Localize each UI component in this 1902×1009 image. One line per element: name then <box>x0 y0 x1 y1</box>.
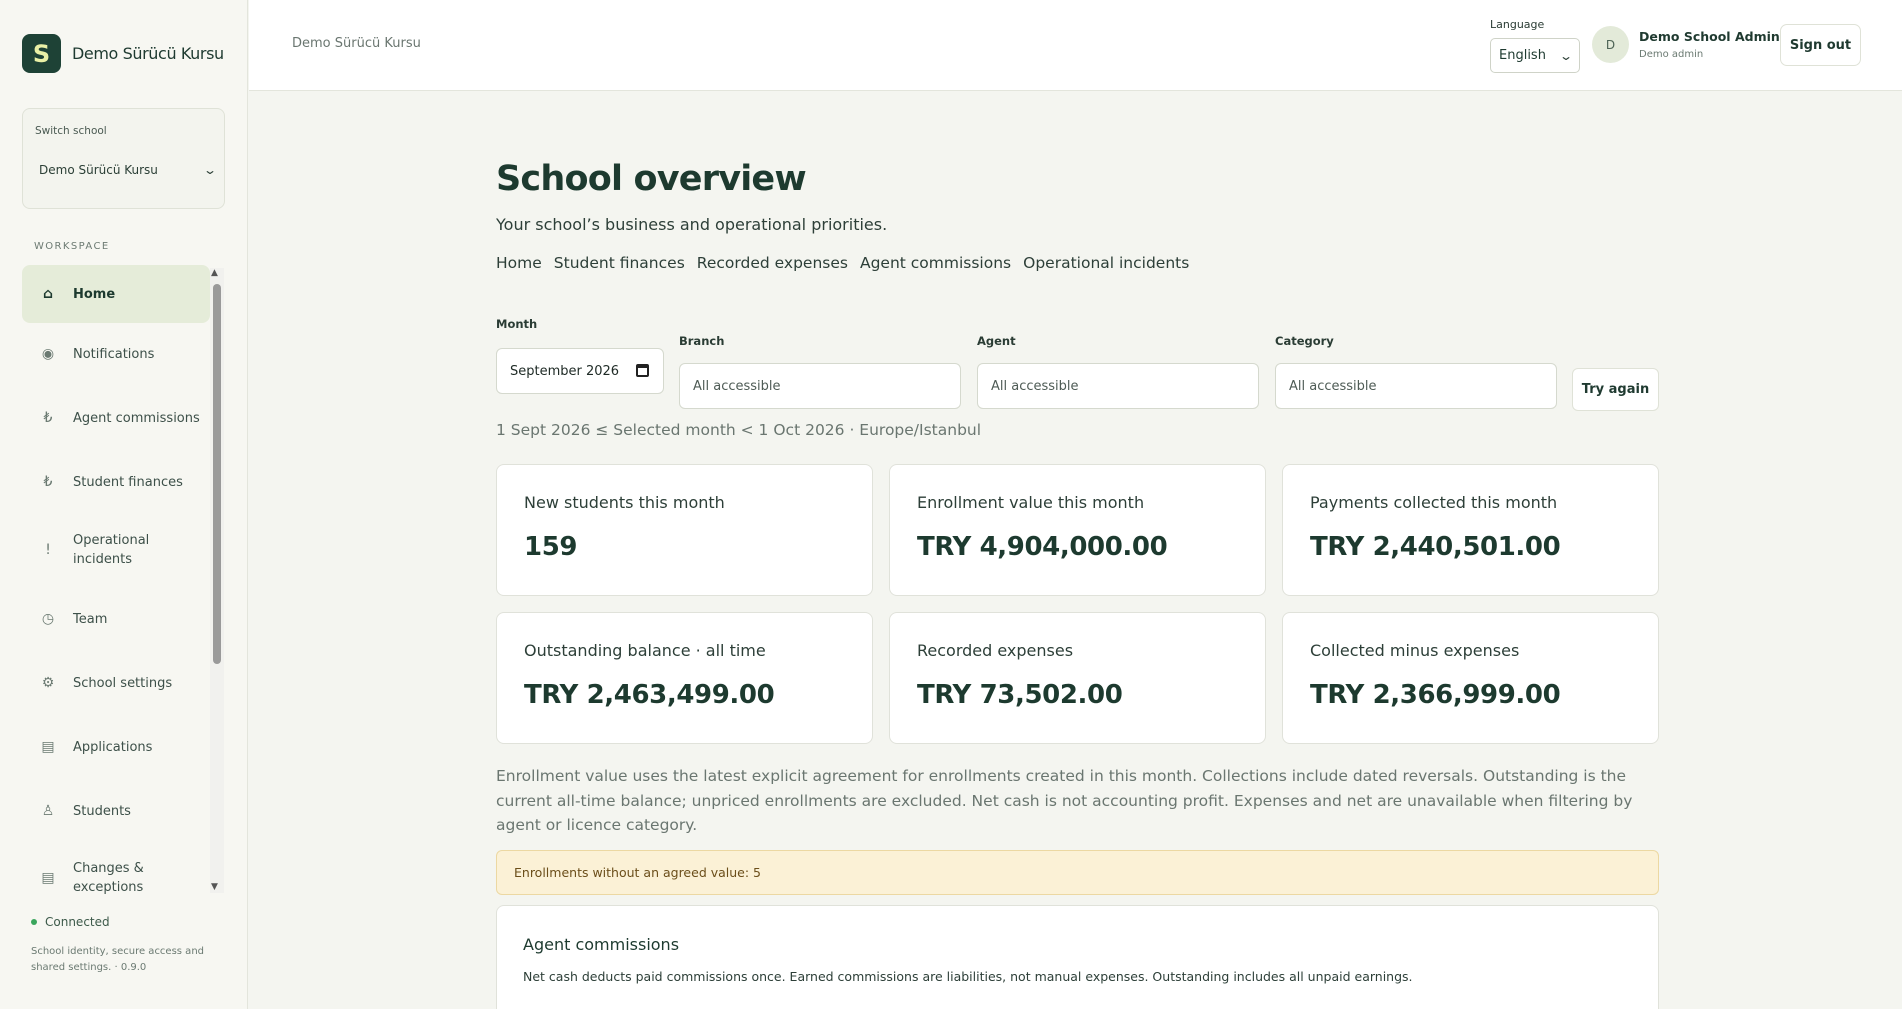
language-select[interactable] <box>1490 38 1580 73</box>
agent-commissions-card <box>496 905 1659 1009</box>
sidebar-item-label: Team <box>73 611 108 627</box>
sidebar-scroll-thumb[interactable] <box>213 284 221 664</box>
agent-label: Agent <box>977 334 1016 348</box>
sidebar-item-label: Home <box>73 286 116 302</box>
metrics-explanation: Enrollment value uses the latest explicit agreement for enrollments created in this month. Collections include dated reversals. Outstanding is the current all-time balance; unpriced enrollments are excluded. Net cash is not accounting profit. Expenses and net are unavailable when filtering by agent or licence category. <box>496 767 1633 834</box>
switch-school-label: Switch school <box>35 125 107 137</box>
metric-label: Payments collected this month <box>1310 493 1558 512</box>
date-range-text: 1 Sept 2026 ≤ Selected month < 1 Oct 2026 · Europe/Istanbul <box>496 421 982 439</box>
sidebar-item-school-settings[interactable] <box>22 662 210 704</box>
metric-card-recorded-expenses <box>889 612 1266 744</box>
sidebar-item-operational-incidents[interactable] <box>22 529 210 571</box>
sidebar-item-label: Applications <box>73 739 153 755</box>
metric-card-outstanding-balance <box>496 612 873 744</box>
language-value: English <box>1499 48 1546 63</box>
category-label: Category <box>1275 334 1334 348</box>
notification-icon: ◉ <box>41 346 55 362</box>
metric-value: TRY 2,463,499.00 <box>524 680 775 710</box>
agent-commissions-description: Net cash deducts paid commissions once. Earned commissions are liabilities, not manual expenses. Outstanding includes all unpaid earnings. <box>523 969 1413 984</box>
branch-field[interactable] <box>679 363 961 409</box>
sidebar-item-changes-exceptions[interactable] <box>22 857 210 895</box>
scroll-up-arrow-icon[interactable]: ▲ <box>211 268 218 278</box>
metric-label: Enrollment value this month <box>917 493 1145 512</box>
exclamation-icon: ! <box>45 542 51 558</box>
workspace-section-label: WORKSPACE <box>34 241 110 252</box>
sidebar-item-team[interactable] <box>22 598 210 640</box>
tab-recorded-expenses[interactable]: Recorded expenses <box>696 254 848 272</box>
metric-value: TRY 73,502.00 <box>917 680 1123 710</box>
metric-value: 159 <box>524 532 578 562</box>
breadcrumb: Demo Sürücü Kursu <box>292 36 421 51</box>
gear-icon: ⚙ <box>41 675 55 691</box>
sidebar-footnote: School identity, secure access and shared settings. · 0.9.0 <box>31 946 204 973</box>
brand-logo: S <box>22 34 61 73</box>
lira-icon: ₺ <box>43 410 53 426</box>
list-icon: ▤ <box>41 870 55 886</box>
lira-icon: ₺ <box>43 474 53 490</box>
overview-tabs <box>496 254 1201 272</box>
tab-operational-incidents[interactable]: Operational incidents <box>1023 254 1190 272</box>
sign-out-button[interactable]: Sign out <box>1780 24 1861 66</box>
sidebar-item-label: Students <box>73 803 131 819</box>
brand-name: Demo Sürücü Kursu <box>72 44 224 63</box>
month-label: Month <box>496 317 538 331</box>
connection-status-text: Connected <box>45 915 110 929</box>
sidebar-item-student-finances[interactable] <box>22 461 210 503</box>
chevron-down-icon: ⌄ <box>202 163 218 177</box>
metric-card-new-students <box>496 464 873 596</box>
month-input[interactable] <box>496 348 664 394</box>
page-title: School overview <box>496 159 806 199</box>
sidebar-item-students[interactable] <box>22 790 210 832</box>
list-icon: ▤ <box>41 739 55 755</box>
try-again-button[interactable]: Try again <box>1572 368 1659 411</box>
sidebar-item-label: Student finances <box>73 474 183 490</box>
metric-label: Recorded expenses <box>917 641 1074 660</box>
user-name: Demo School Admin <box>1639 29 1780 44</box>
metric-value: TRY 2,366,999.00 <box>1310 680 1561 710</box>
scroll-down-arrow-icon[interactable]: ▼ <box>211 882 218 892</box>
tab-agent-commissions[interactable]: Agent commissions <box>859 254 1012 272</box>
sidebar-item-label: Notifications <box>73 346 155 362</box>
metric-label: Collected minus expenses <box>1310 641 1520 660</box>
switch-school-value: Demo Sürücü Kursu <box>39 163 158 177</box>
sidebar-item-label: Operational incidents <box>73 533 150 567</box>
metric-value: TRY 4,904,000.00 <box>917 532 1168 562</box>
switch-school-select[interactable] <box>39 163 218 177</box>
metric-card-enrollment-value <box>889 464 1266 596</box>
brand[interactable] <box>22 34 224 73</box>
sidebar-item-applications[interactable] <box>22 726 210 768</box>
sidebar-item-label: Changes & exceptions <box>73 861 144 895</box>
connection-status <box>31 915 110 929</box>
metric-value: TRY 2,440,501.00 <box>1310 532 1561 562</box>
metric-label: New students this month <box>524 493 725 512</box>
user-role: Demo admin <box>1639 49 1704 60</box>
month-value: September 2026 <box>510 363 620 379</box>
agent-value: All accessible <box>991 378 1079 394</box>
metric-card-payments-collected <box>1282 464 1659 596</box>
home-icon: ⌂ <box>42 286 54 302</box>
unpriced-enrollments-alert: Enrollments without an agreed value: 5 <box>496 850 1659 895</box>
calendar-icon[interactable] <box>636 364 649 377</box>
clock-icon: ◷ <box>41 611 55 627</box>
sidebar-item-home[interactable] <box>22 265 210 323</box>
agent-field[interactable] <box>977 363 1259 409</box>
sidebar-item-label: School settings <box>73 675 173 691</box>
status-dot-icon <box>31 919 37 925</box>
avatar[interactable]: D <box>1592 26 1629 63</box>
switch-school <box>22 108 225 209</box>
branch-label: Branch <box>679 334 725 348</box>
sidebar-nav <box>22 265 210 895</box>
page-subtitle: Your school’s business and operational priorities. <box>496 215 888 234</box>
top-header <box>249 0 1902 91</box>
agent-commissions-title: Agent commissions <box>523 935 680 954</box>
sidebar <box>0 0 248 1009</box>
tab-student-finances[interactable]: Student finances <box>553 254 685 272</box>
chevron-down-icon: ⌄ <box>1558 48 1574 63</box>
sidebar-item-label: Agent commissions <box>73 410 200 426</box>
branch-value: All accessible <box>693 378 781 394</box>
sidebar-item-agent-commissions[interactable] <box>22 397 210 439</box>
tab-home[interactable]: Home <box>496 254 542 272</box>
category-field[interactable] <box>1275 363 1557 409</box>
metric-label: Outstanding balance · all time <box>524 641 766 660</box>
person-icon: ♙ <box>41 803 55 819</box>
metric-card-collected-minus-expenses <box>1282 612 1659 744</box>
language-label: Language <box>1490 18 1545 31</box>
category-value: All accessible <box>1289 378 1377 394</box>
sidebar-item-notifications[interactable] <box>22 333 210 375</box>
